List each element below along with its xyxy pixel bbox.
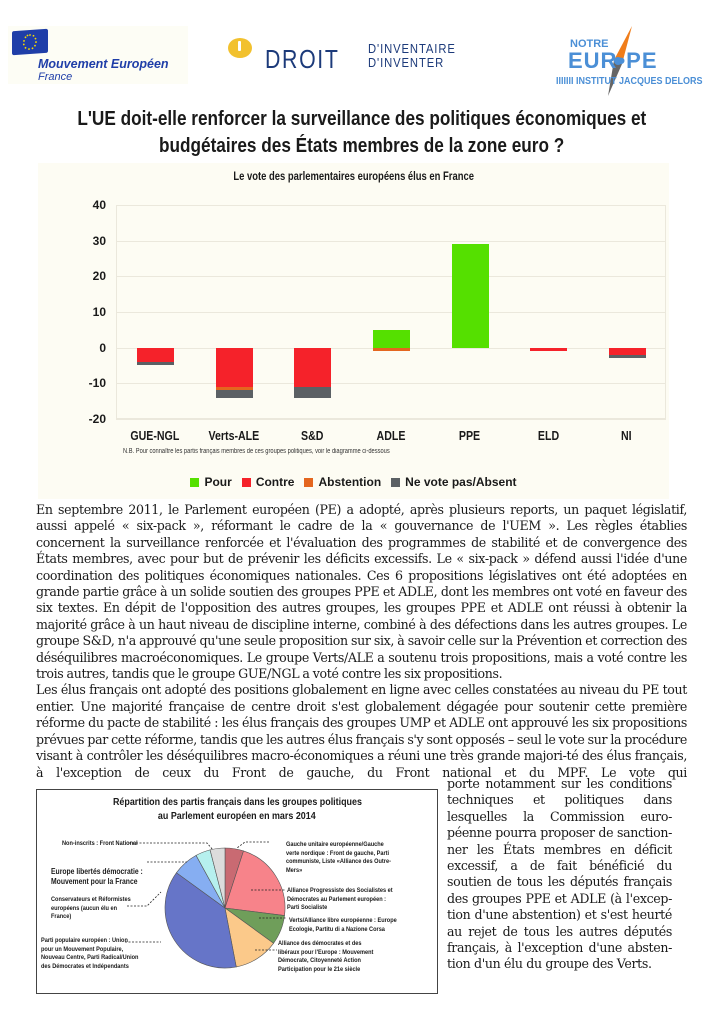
notre-europe-line2: EUR•PE xyxy=(568,48,658,73)
bar-segment xyxy=(294,348,331,387)
bar-segment xyxy=(216,348,253,387)
pie-label-eld: Europe libertés démocratie : Mouvement pour la France xyxy=(51,867,143,886)
pie-label-sd: Alliance Progressiste des Socialistes et Démocrates au Parlement européen : Parti Socialiste xyxy=(287,887,393,911)
bar-chart-title: Le vote des parlementaires européens élus en France xyxy=(233,171,474,183)
eu-flag-icon xyxy=(12,29,48,56)
leader-line xyxy=(129,843,213,850)
mouvement-europeen-name: Mouvement Européen xyxy=(38,57,169,71)
y-tick-label: 40 xyxy=(92,198,106,212)
pie-label-adle: Alliance des démocrates et des libéraux pour l'Europe : Mouvement Démocrate, Citoyenneté Action Participation pour le 21e siècle xyxy=(278,940,374,973)
pie-label-ppe: Parti populaire européen : Union pour un Mouvement Populaire, Nouveau Centre, Parti Radical/Union des Démocrates et Indépendants xyxy=(41,937,139,970)
bar-ppe xyxy=(452,205,489,419)
y-tick-label: 20 xyxy=(92,269,106,284)
notre-europe-line3: IIIIIII INSTITUT JACQUES DELORS xyxy=(556,76,703,87)
y-tick-label: 10 xyxy=(92,305,106,319)
bar-segment xyxy=(609,355,646,359)
bar-segment xyxy=(216,390,253,397)
droit-word: DROIT xyxy=(265,44,340,74)
pie-label-ecr: Conservateurs et Réformistes européens (aucun élu en France) xyxy=(51,896,131,920)
x-tick-label: PPE xyxy=(458,429,481,443)
bar-segment xyxy=(294,387,331,398)
title-line2: budgétaires des États membres de la zone euro ? xyxy=(159,135,565,157)
page-title xyxy=(0,106,724,160)
vote-bar-chart xyxy=(38,163,669,499)
bar-guengl xyxy=(137,205,174,419)
legend-swatch-pour xyxy=(190,478,199,487)
x-tick-label: ADLE xyxy=(376,429,406,443)
bar-segment xyxy=(373,330,410,348)
bar-eld xyxy=(530,205,567,419)
paragraph-2: Les élus français ont adopté des positions globalement en ligne avec celles constatées au niveau du PE tout entier. Une majorité française de centre droit s'est globalement dégagée pour soutenir cette première réforme du pacte de stabilité : les élus français des groupes UMP et ADLE ont approuvé les six propositions prévues par cette réforme, tandis que les autres élus français s'y sont opposés – seul le vote sur la procédure visant à contrôler les déséquilibres macro-économiques a réuni une très grande majori-té des élus français, à l'exception de ceux du Front de gauche, du Front national et du MPF. Le vote qui xyxy=(36,682,687,780)
x-tick-label: ELD xyxy=(537,429,559,443)
bar-vertsale xyxy=(216,205,253,419)
y-tick-label: 30 xyxy=(92,233,106,248)
legend-item-absent: Ne vote pas/Absent xyxy=(391,475,516,489)
x-tick-label: GUE-NGL xyxy=(130,429,180,443)
article-body xyxy=(36,502,687,781)
title-line1: L'UE doit-elle renforcer la surveillance des politiques économiques et xyxy=(77,108,647,130)
paragraph-1: En septembre 2011, le Parlement européen (PE) a adopté, après plusieurs reports, un paquet législatif, aussi appelé « six-pack », réformant le cadre de la « gouvernance de l'UEM ». Les règles établies concernent la surveillance renforcée et l'évaluation des programmes de stabilité et de convergence des États membres, avec pour but de prévenir les déficits excessifs. Le « six-pack » défend aussi l'idée d'une coordination des politiques économiques nationales. Ces 6 propositions législatives ont été adoptées en grande partie grâce à un solide soutien des groupes PPE et ADLE, dont les membres ont voté en faveur des six textes. En dépit de l'opposition des autres groupes, les groupes PPE et ADLE ont réussi à obtenir la majorité grâce à un haut niveau de discipline interne, combiné à des défections dans les autres groupes. Le groupe S&D, n'a approuvé qu'une seule proposition sur six, à savoir celle sur la Prévention et correction des déséquilibres macroéconomiques. Le groupe Verts/ALE a soutenu trois propositions, mais a voté contre les trois autres, tandis que le groupe GUE/NGL a voté contre les six propositions. xyxy=(36,502,687,682)
paragraph-3: porte notamment sur les conditions techniques et politiques dans lesquelles la Commission euro-péenne pourra proposer de sanction-ner les États membres en déficit excessif, a de fait bénéficié du soutien de tous les députés français des groupes PPE et ADLE (à l'excep-tion d'une abstention) et s'est heurté au rejet de tous les autres députés français, à l'exception d'une absten-tion d'un élu du groupe des Verts. xyxy=(447,776,672,972)
y-tick-label: -20 xyxy=(88,412,106,426)
legend-item-contre: Contre xyxy=(242,475,295,489)
pie-label-gue: Gauche unitaire européenne/Gauche verte nordique : Front de gauche, Parti communiste, Liste «Alliance des Outre-Mers» xyxy=(286,841,391,874)
party-pie-chart xyxy=(36,789,438,994)
bar-chart-note: N.B. Pour connaître les partis français membres de ces groupes politiques, voir le diagramme ci-dessous xyxy=(123,448,390,455)
mouvement-europeen-logo xyxy=(8,26,188,84)
notre-europe-logo xyxy=(528,24,708,98)
bar-segment xyxy=(452,244,489,347)
bar-sd xyxy=(294,205,331,419)
legend-item-abstention: Abstention xyxy=(304,475,381,489)
legend-swatch-abstention xyxy=(304,478,313,487)
bar-segment xyxy=(609,348,646,355)
droit-inventaire-logo xyxy=(228,36,498,80)
bar-adle xyxy=(373,205,410,419)
bar-segment xyxy=(137,348,174,362)
bar-chart-legend xyxy=(38,475,669,489)
bar-ni xyxy=(609,205,646,419)
leader-line xyxy=(237,842,269,848)
y-tick-label: 0 xyxy=(99,340,106,355)
legend-swatch-absent xyxy=(391,478,400,487)
legend-item-pour: Pour xyxy=(190,475,231,489)
mouvement-europeen-country: France xyxy=(38,71,73,83)
x-tick-label: NI xyxy=(621,429,633,443)
pie-chart-title: Répartition des partis français dans les groupes politiques au Parlement européen en mars 2014 xyxy=(112,796,362,822)
bar-segment xyxy=(137,362,174,366)
legend-swatch-contre xyxy=(242,478,251,487)
droit-subtitle xyxy=(368,42,456,70)
droit-sub-line1: D'INVENTAIRE xyxy=(368,42,456,56)
bar-segment xyxy=(530,348,567,352)
bar-chart-plot-area xyxy=(88,198,666,426)
pie-label-verts: Verts/Alliance libre européenne : Europe Ecologie, Partitu di a Nazione Corsa xyxy=(289,917,397,933)
gridline xyxy=(116,419,666,420)
droit-sub-line2: D'INVENTER xyxy=(368,56,445,70)
bar-segment xyxy=(373,348,410,352)
x-tick-label: S&D xyxy=(301,429,324,443)
pie-label-ni: Non-inscrits : Front National xyxy=(62,840,138,847)
x-tick-label: Verts-ALE xyxy=(208,429,260,443)
notre-europe-line1: NOTRE xyxy=(570,38,609,50)
exclamation-bubble-icon xyxy=(228,38,252,58)
y-tick-label: -10 xyxy=(88,376,106,391)
